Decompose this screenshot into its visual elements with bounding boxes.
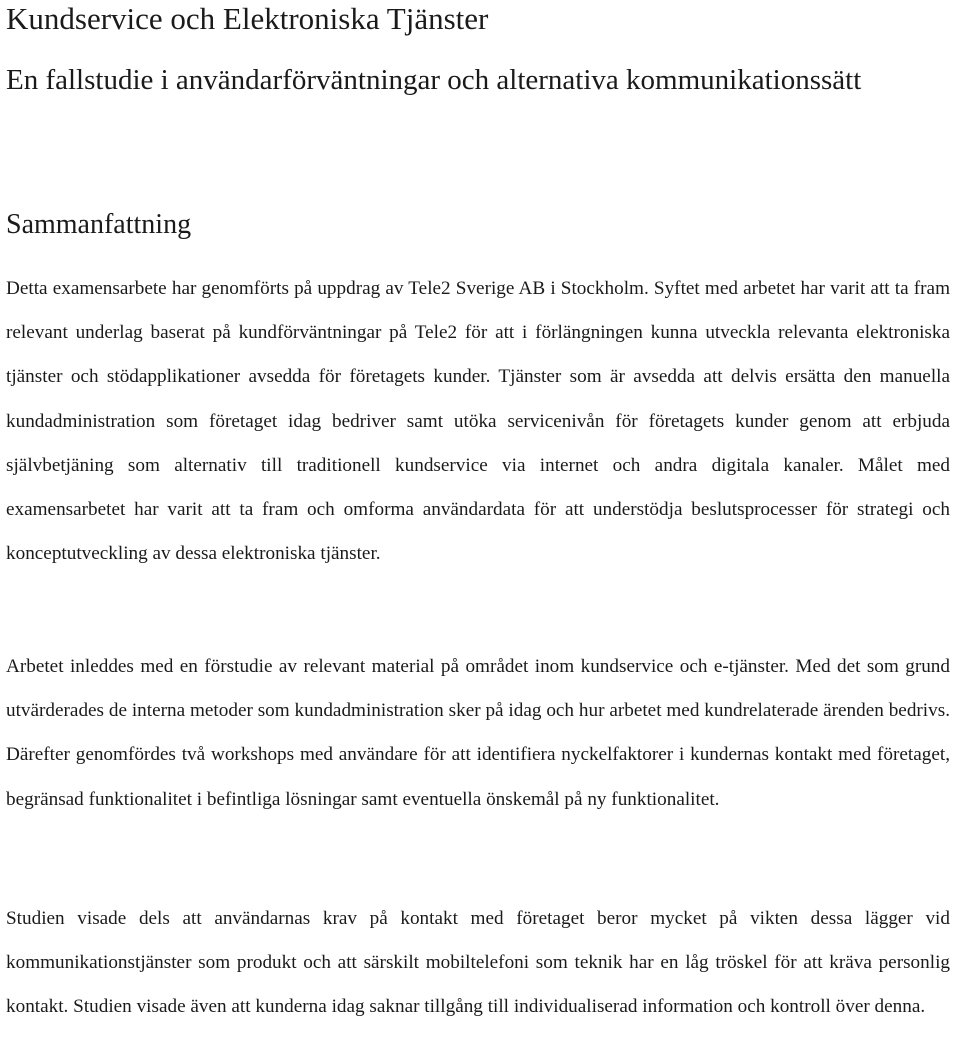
summary-paragraph-3: Studien visade dels att användarnas krav på kontakt med företaget beror mycket på vikten dessa lägger vid kommunikationstjänster som produkt och att särskilt mobiltelefoni som teknik har en låg tröskel för att kräva personlig kontakt. Studien visade även att kunderna idag saknar tillgång till individualiserad information och kontroll över denna. [6,908,950,1018]
document-title: Kundservice och Elektroniska Tjänster [6,1,489,36]
section-heading-summary: Sammanfattning [6,209,192,240]
summary-paragraph-1: Detta examensarbete har genomförts på uppdrag av Tele2 Sverige AB i Stockholm. Syftet med arbetet har varit att ta fram relevant underlag baserat på kundförväntningar på Tele2 för att i förlängningen kunna utveckla relevanta elektroniska tjänster och stödapplikationer avsedda för företagets kunder. Tjänster som är avsedda att delvis ersätta den manuella kundadministration som företaget idag bedriver samt utöka servicenivån för företagets kunder genom att erbjuda självbetjäning som alternativ till traditionell kundservice via internet och andra digitala kanaler. Målet med examensarbetet har varit att ta fram och omforma användardata för att understödja beslutsprocesser för strategi och konceptutveckling av dessa elektroniska tjänster. [6,278,950,565]
summary-paragraph-2: Arbetet inleddes med en förstudie av relevant material på området inom kundservice och e-tjänster. Med det som grund utvärderades de interna metoder som kundadministration sker på idag och hur arbetet med kundrelaterade ärenden bedrivs. Därefter genomfördes två workshops med användare för att identifiera nyckelfaktorer i kundernas kontakt med företaget, begränsad funktionalitet i befintliga lösningar samt eventuella önskemål på ny funktionalitet. [6,656,950,810]
document-subtitle: En fallstudie i användarförväntningar och alternativa kommunikationssätt [6,64,862,96]
